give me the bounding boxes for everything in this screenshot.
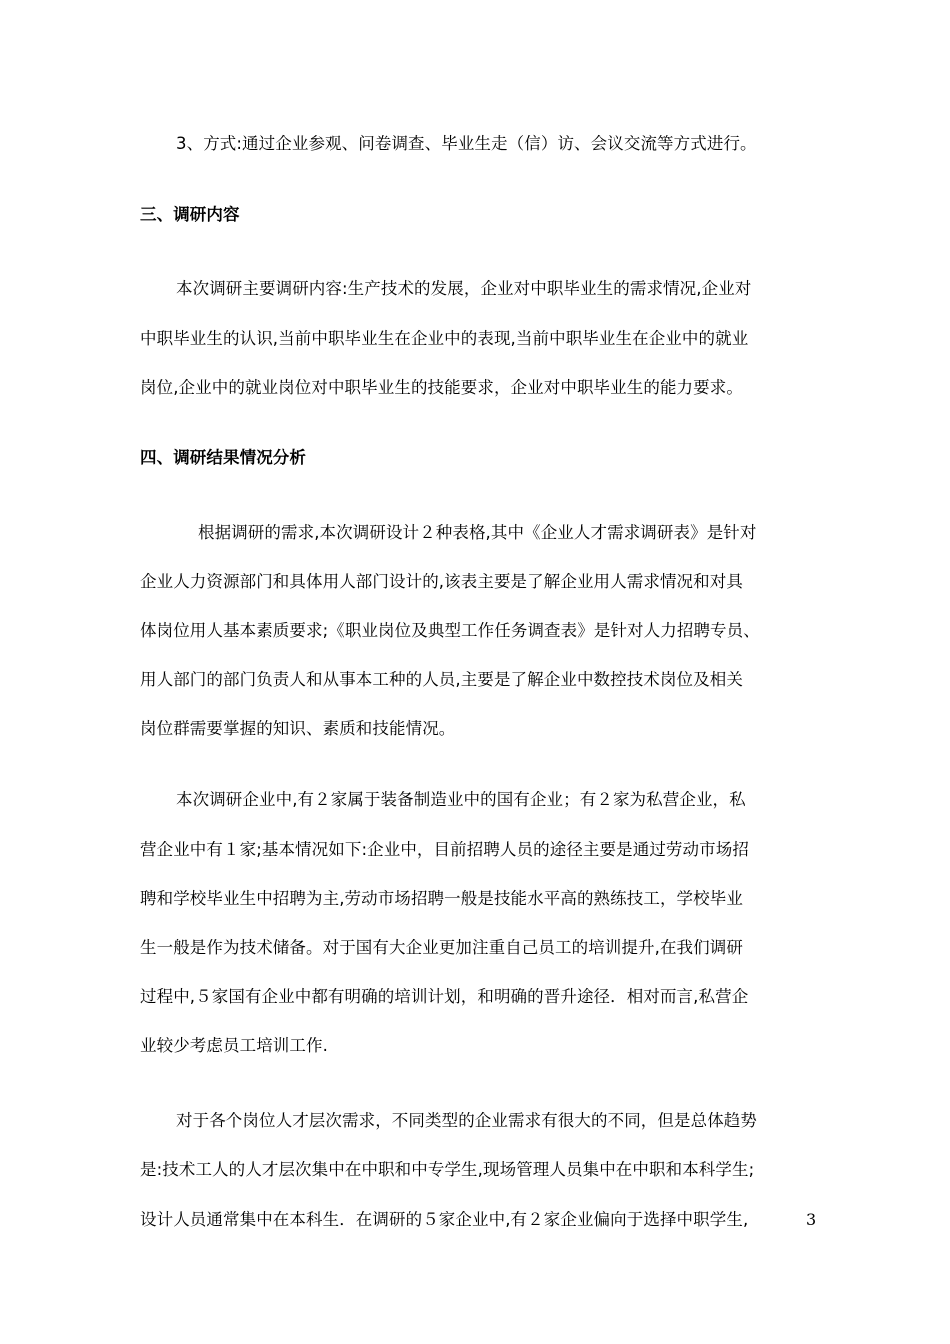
paragraph-line: 中职毕业生的认识,当前中职毕业生在企业中的表现,当前中职毕业生在企业中的就业 [140,329,749,348]
paragraph-line: 是:技术工人的人才层次集中在中职和中专学生,现场管理人员集中在中职和本科学生; [140,1160,755,1179]
paragraph-line: 企业人力资源部门和具体用人部门设计的,该表主要是了解企业用人需求情况和对具 [140,572,743,591]
section-heading-research-content: 三、调研内容 [140,205,240,224]
paragraph-line: 营企业中有１家;基本情况如下:企业中，目前招聘人员的途径主要是通过劳动市场招 [140,840,749,859]
paragraph-line: 对于各个岗位人才层次需求，不同类型的企业需求有很大的不同，但是总体趋势 [176,1111,757,1130]
page-number: 3 [806,1210,817,1229]
section-heading-results-analysis: 四、调研结果情况分析 [140,448,306,467]
paragraph-line: 本次调研企业中,有２家属于装备制造业中的国有企业；有２家为私营企业，私 [176,790,746,809]
paragraph-line: 聘和学校毕业生中招聘为主,劳动市场招聘一般是技能水平高的熟练技工，学校毕业 [140,889,743,908]
paragraph-line: 业较少考虑员工培训工作. [140,1036,328,1055]
method-line: 3、方式:通过企业参观、问卷调查、毕业生走（信）访、会议交流等方式进行。 [176,134,757,153]
paragraph-line: 岗位群需要掌握的知识、素质和技能情况。 [140,719,456,738]
paragraph-line: 用人部门的部门负责人和从事本工种的人员,主要是了解企业中数控技术岗位及相关 [140,670,743,689]
paragraph-line: 生一般是作为技术储备。对于国有大企业更加注重自己员工的培训提升,在我们调研 [140,938,743,957]
paragraph-line: 体岗位用人基本素质要求;《职业岗位及典型工作任务调查表》是针对人力招聘专员、 [140,621,760,640]
paragraph-line: 过程中,５家国有企业中都有明确的培训计划，和明确的晋升途径．相对而言,私营企 [140,987,749,1006]
paragraph-line: 根据调研的需求,本次调研设计２种表格,其中《企业人才需求调研表》是针对 [198,523,757,542]
paragraph-line: 本次调研主要调研内容:生产技术的发展，企业对中职毕业生的需求情况,企业对 [176,279,752,298]
paragraph-line: 岗位,企业中的就业岗位对中职毕业生的技能要求，企业对中职毕业生的能力要求。 [140,378,743,397]
paragraph-line: 设计人员通常集中在本科生．在调研的５家企业中,有２家企业偏向于选择中职学生, [140,1210,749,1229]
